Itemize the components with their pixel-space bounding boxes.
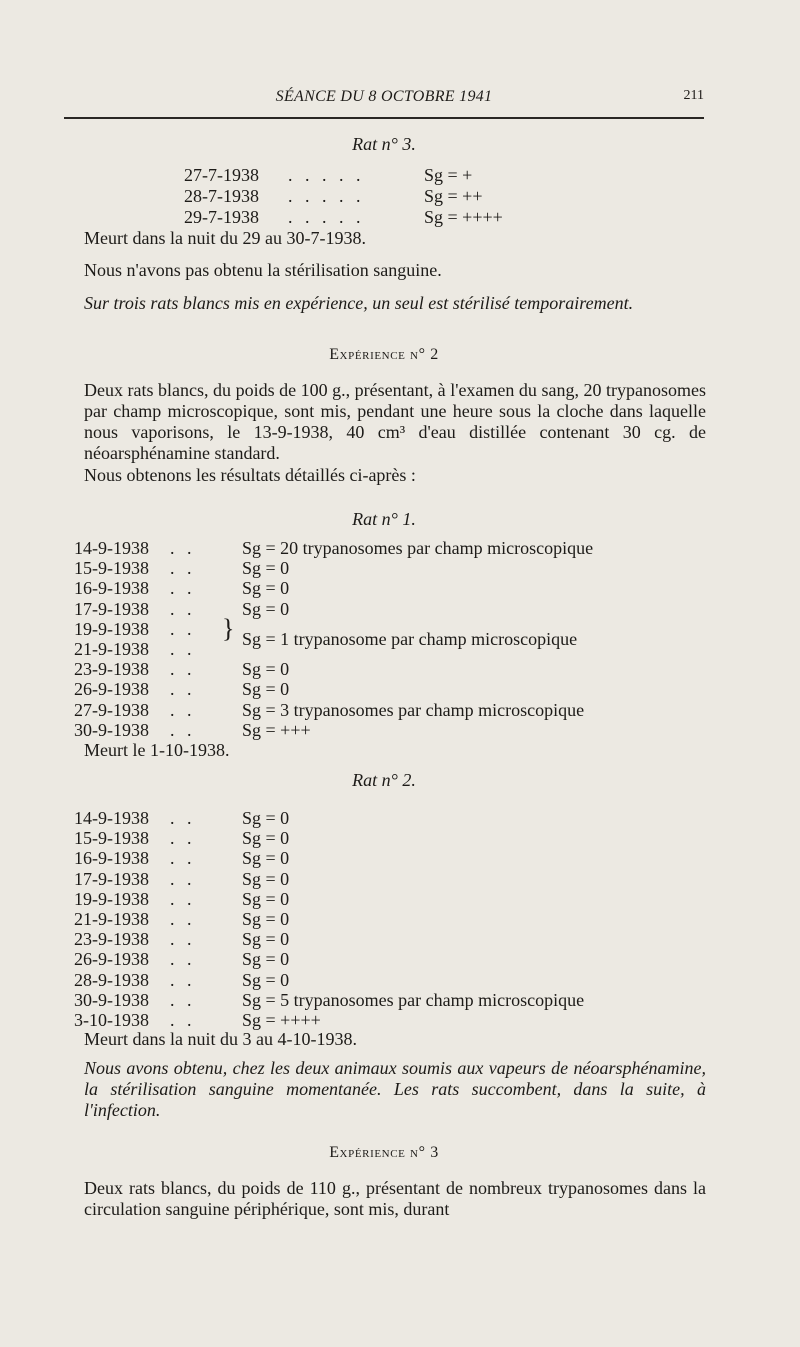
rat1-date: 15-9-1938 [74,558,149,579]
page-number: 211 [683,88,704,103]
rat1-value: Sg = 0 [242,558,290,579]
rat2-value: Sg = ++++ [242,1009,321,1030]
rat2-date: 28-9-1938 [74,969,149,990]
rat2-value: Sg = 0 [242,908,290,929]
rat1-date: 30-9-1938 [74,719,149,740]
rat3-value: Sg = + [424,165,473,185]
header-title: SÉANCE DU 8 OCTOBRE 1941 [275,88,493,105]
rat1-title: Rat n° 1. [352,509,416,529]
rat3-value: Sg = ++++ [424,207,503,227]
rat2-date: 17-9-1938 [74,868,149,889]
brace-glyph: } [222,614,235,643]
experience-2-heading: Expérience n° 2 [329,346,439,363]
rat1-value: Sg = +++ [242,719,311,740]
rat1-date: 19-9-1938 [74,618,149,639]
paragraph-conclusion-2: Nous avons obtenu, chez les deux animaux soumis aux vapeurs de néoarsphénamine, la stérilisation sanguine momentanée. Les rats succombent, dans la suite, à l'infection. [84,1058,706,1120]
rat1-death: Meurt le 1-10-1938. [84,740,230,760]
paragraph-no-sterilisation: Nous n'avons pas obtenu la stérilisation sanguine. [84,260,442,280]
rat2-value: Sg = 5 trypanosomes par champ microscopique [242,989,585,1010]
rat2-value: Sg = 0 [242,848,290,869]
rat1-date: 16-9-1938 [74,578,149,599]
rat2-value: Sg = 0 [242,888,290,909]
rat2-dots-column: . . . . . . . . . . . . . . . . . . . . . . [170,808,196,1030]
rat1-date: 27-9-1938 [74,699,149,720]
rat1-value: Sg = 0 [242,598,290,619]
rat1-value: Sg = 20 trypanosomes par champ microscopique [242,538,594,558]
header-rule [64,117,704,119]
experience-3-heading: Expérience n° 3 [329,1144,439,1161]
rat1-value: Sg = 3 trypanosomes par champ microscopique [242,699,585,720]
rat3-date: 28-7-1938 [184,186,259,206]
rat1-value: Sg = 0 [242,679,290,700]
rat3-dots: . . . . . [288,186,365,206]
rat2-date: 15-9-1938 [74,828,149,849]
rat2-value: Sg = 0 [242,969,290,990]
rat1-dots-column: . . . . . . . . . . . . . . . . . . . . [170,538,196,740]
rat2-date: 30-9-1938 [74,989,149,1010]
rat2-value: Sg = 0 [242,929,290,950]
rat2-date: 21-9-1938 [74,908,149,929]
rat2-date: 19-9-1938 [74,888,149,909]
rat2-value: Sg = 0 [242,828,290,849]
rat3-date: 29-7-1938 [184,207,259,227]
rat1-value: Sg = 0 [242,578,290,599]
results-intro: Nous obtenons les résultats détaillés ci-après : [84,465,416,485]
rat1-date: 21-9-1938 [74,638,149,659]
rat1-date: 26-9-1938 [74,679,149,700]
rat3-death: Meurt dans la nuit du 29 au 30-7-1938. [84,228,366,248]
paragraph-conclusion-1: Sur trois rats blancs mis en expérience, un seul est stérilisé temporairement. [84,293,634,313]
rat1-date: 14-9-1938 [74,538,149,558]
rat2-value: Sg = 0 [242,808,290,828]
rat3-dots: . . . . . [288,207,365,227]
rat3-date: 27-7-1938 [184,165,259,185]
rat3-dots: . . . . . [288,165,365,185]
rat3-title: Rat n° 3. [352,134,416,154]
rat1-value: Sg = 0 [242,659,290,680]
rat2-date: 26-9-1938 [74,949,149,970]
rat2-date: 16-9-1938 [74,848,149,869]
rat1-date: 23-9-1938 [74,659,149,680]
running-header [64,88,704,114]
experience-2-paragraph: Deux rats blancs, du poids de 100 g., présentant, à l'examen du sang, 20 trypanosomes par champ microscopique, sont mis, pendant une heure sous la cloche dans laquelle nous vaporisons, le 13-9-1938, 40 cm³ d'eau distillée contenant 30 cg. de néoarsphénamine standard. [84,380,706,463]
rat2-date: 14-9-1938 [74,808,149,828]
rat2-value: Sg = 0 [242,868,290,889]
rat2-title: Rat n° 2. [352,770,416,790]
rat2-death: Meurt dans la nuit du 3 au 4-10-1938. [84,1029,357,1049]
rat2-value: Sg = 0 [242,949,290,970]
rat3-value: Sg = ++ [424,186,483,206]
rat1-date: 17-9-1938 [74,598,149,619]
experience-3-paragraph: Deux rats blancs, du poids de 110 g., présentant de nombreux trypanosomes dans la circulation sanguine périphérique, sont mis, durant [84,1178,706,1219]
rat2-date: 3-10-1938 [74,1009,149,1030]
rat1-braced-value: Sg = 1 trypanosome par champ microscopique [242,629,578,649]
rat2-date: 23-9-1938 [74,929,149,950]
